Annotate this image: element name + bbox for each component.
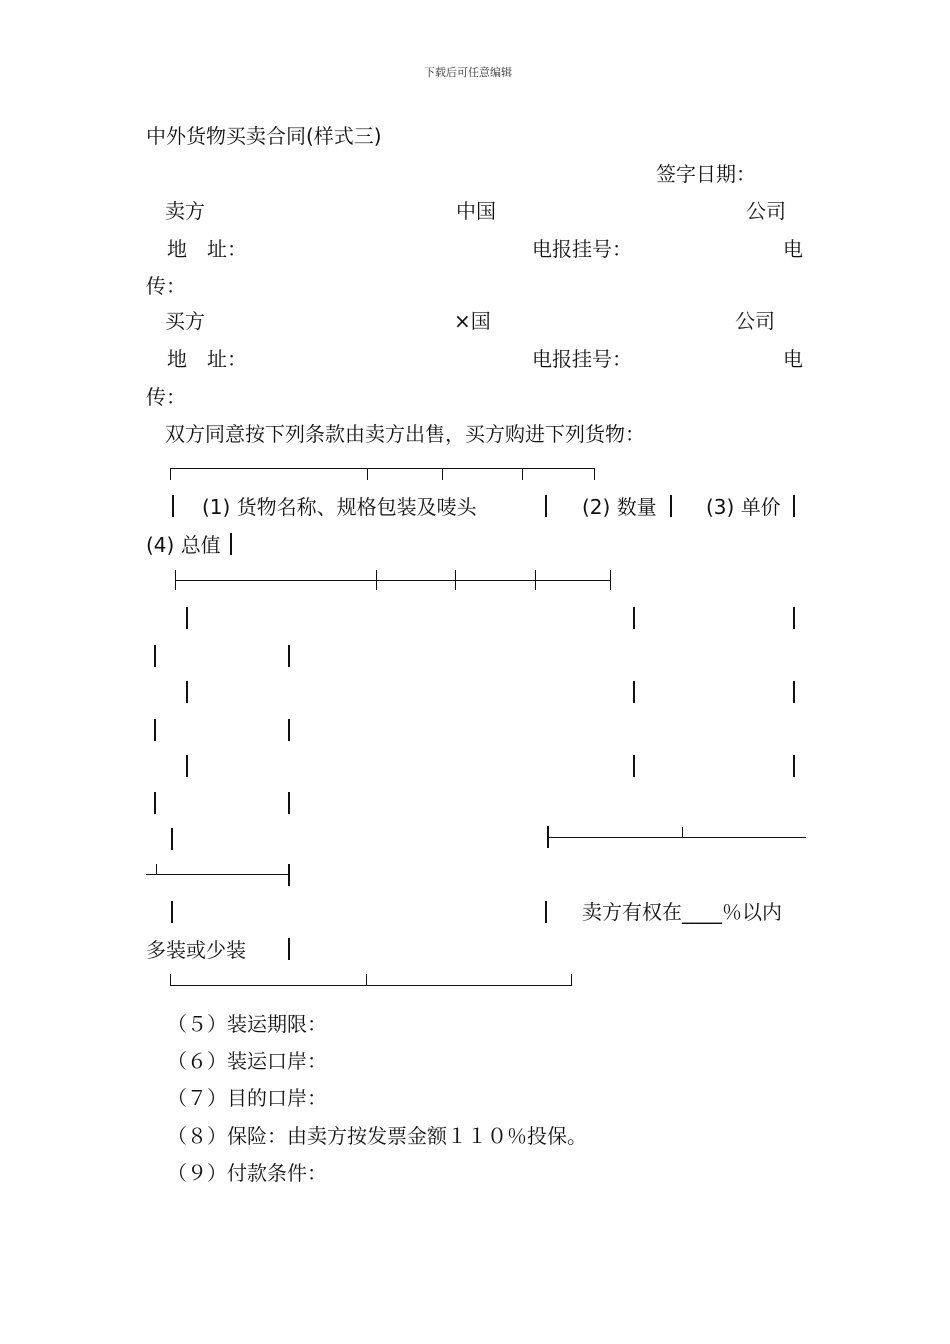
seller-country: 中国 <box>456 199 496 223</box>
table-bar <box>154 792 156 814</box>
table-bar <box>186 681 188 703</box>
table-bar <box>793 755 795 777</box>
page-header-note: 下载后可任意编辑 <box>424 66 512 79</box>
table-cross-2 <box>455 570 456 590</box>
table-bar <box>171 828 173 850</box>
table-tee-left <box>175 570 176 590</box>
table-header-quantity: (2) 数量 <box>582 495 657 519</box>
document-title: 中外货物买卖合同(样式三) <box>146 124 382 148</box>
table-bar <box>186 755 188 777</box>
table-corner-bottom-left <box>170 974 171 986</box>
buyer-fax-label-part1: 电 <box>783 347 803 371</box>
table-bar <box>633 607 635 629</box>
table-tee-top-3 <box>522 468 523 480</box>
agreement-text: 双方同意按下列条款由卖方出售，买方购进下列货物： <box>165 422 645 446</box>
table-bar <box>288 938 290 960</box>
table-subtotal-border <box>548 837 806 838</box>
table-bar <box>793 495 795 517</box>
table-bar <box>633 755 635 777</box>
clause-7: （７）目的口岸： <box>167 1086 327 1110</box>
table-bar <box>793 681 795 703</box>
clause-8: （８）保险：由卖方按发票金额１１０％投保。 <box>167 1124 587 1148</box>
buyer-country: ×国 <box>454 309 491 333</box>
seller-company: 公司 <box>746 199 786 223</box>
seller-label: 卖方 <box>165 199 205 223</box>
table-bar <box>288 645 290 667</box>
table-header-unit-price: (3) 单价 <box>706 495 781 519</box>
tolerance-text-part2: 多装或少装 <box>146 938 246 962</box>
table-tee-top-1 <box>367 468 368 480</box>
table-corner-bottom-right <box>571 974 572 986</box>
buyer-address-label: 地 址： <box>167 347 247 371</box>
seller-fax-label-part1: 电 <box>783 237 803 261</box>
table-bar <box>670 495 672 517</box>
clause-5: （５）装运期限： <box>167 1012 327 1036</box>
table-bar <box>288 864 290 886</box>
buyer-label: 买方 <box>165 309 205 333</box>
table-bar <box>154 645 156 667</box>
table-bar <box>230 533 232 555</box>
sign-date-label: 签字日期： <box>656 162 756 186</box>
clause-6: （６）装运口岸： <box>167 1049 327 1073</box>
table-cross-3 <box>535 570 536 590</box>
table-bar <box>288 719 290 741</box>
table-top-border <box>171 468 595 469</box>
table-subtotal-border-wrap <box>146 874 288 875</box>
table-tee-up <box>156 864 157 874</box>
table-corner-top-left <box>170 468 171 480</box>
table-header-goods: (1) 货物名称、规格包装及唛头 <box>202 495 477 519</box>
table-bar <box>288 792 290 814</box>
table-tee-right <box>610 570 611 590</box>
table-bar <box>545 901 547 923</box>
seller-fax-label-part2: 传： <box>146 274 186 298</box>
table-tee-up <box>682 827 683 837</box>
table-bar <box>633 681 635 703</box>
table-cross-1 <box>376 570 377 590</box>
table-bar <box>186 607 188 629</box>
buyer-cable-label: 电报挂号： <box>532 347 632 371</box>
table-bar <box>172 495 174 517</box>
table-tee-bottom <box>366 974 367 986</box>
table-bar <box>793 607 795 629</box>
seller-cable-label: 电报挂号： <box>532 237 632 261</box>
table-mid-border <box>176 580 610 581</box>
table-bottom-border <box>171 985 571 986</box>
table-bar <box>545 495 547 517</box>
table-corner-top-right <box>594 468 595 480</box>
buyer-fax-label-part2: 传： <box>146 385 186 409</box>
table-bar <box>154 719 156 741</box>
table-header-total-value: (4) 总值 <box>146 533 221 557</box>
buyer-company: 公司 <box>735 309 775 333</box>
clause-9: （９）付款条件： <box>167 1161 327 1185</box>
table-bar <box>171 901 173 923</box>
table-tee-top-2 <box>442 468 443 480</box>
tolerance-text-part1: 卖方有权在____％以内 <box>582 900 782 924</box>
seller-address-label: 地 址： <box>167 237 247 261</box>
